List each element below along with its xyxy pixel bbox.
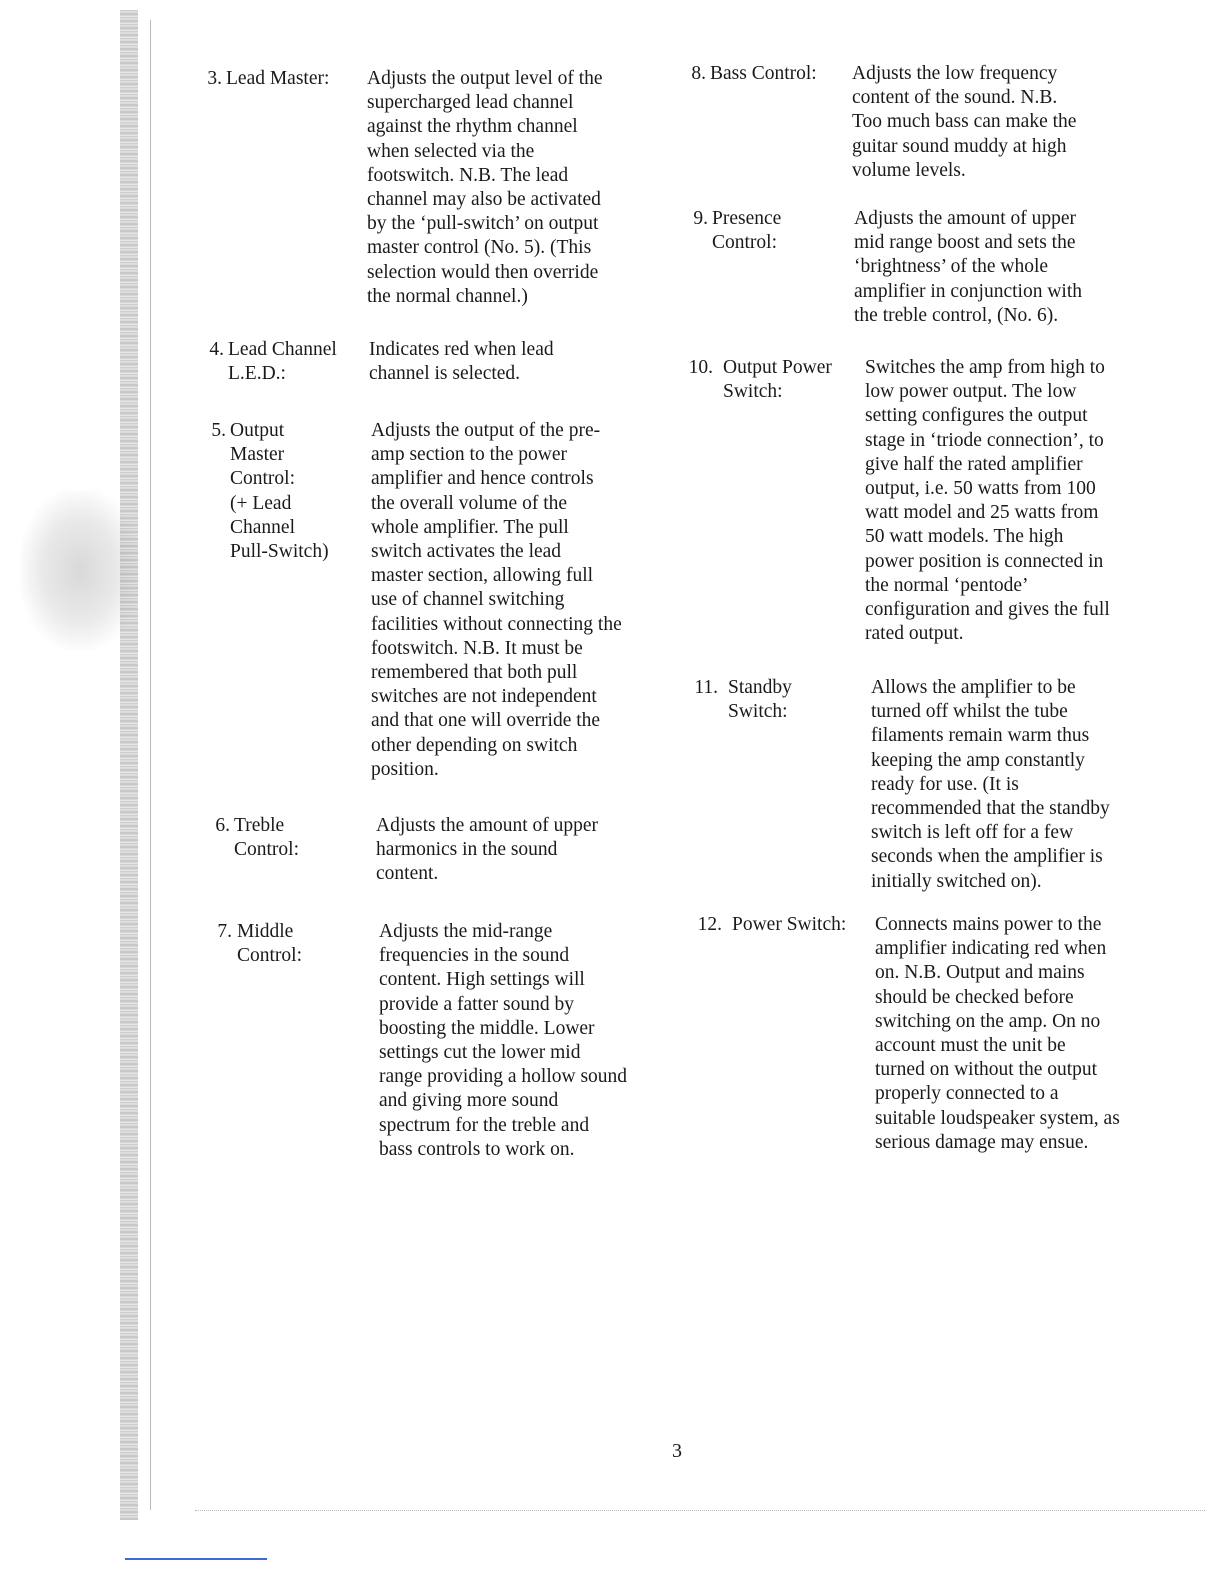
entry-term: Lead Channel L.E.D.: [228, 339, 337, 385]
entry-term: Lead Master: [226, 68, 330, 89]
entry-description: Switches the amp from high to low power output. The low setting configures the output stage in ‘triode connection’, to give half the rated amplifier output, i.e. 50 watts from 100 watt model and 25 watts from 50 watt models. The high power position is connected in the normal ‘pentode’ configuration and gives the full rated output. [865, 357, 1110, 645]
entry-term: Bass Control: [710, 63, 817, 84]
entry-term: Middle Control: [237, 921, 303, 967]
entry-term: Presence Control: [712, 208, 782, 254]
entry-number: 5. [211, 420, 226, 441]
entry-description: Adjusts the amount of upper harmonics in the sound content. [376, 815, 599, 885]
entry-term: Power Switch: [732, 914, 847, 935]
binding-edge-shadow [120, 10, 138, 1520]
entry-number: 6. [215, 815, 230, 836]
bottom-scan-line [195, 1510, 1205, 1511]
entry-term: Output Master Control: (+ Lead Channel Pull-Switch) [230, 420, 329, 563]
entry-description: Adjusts the low frequency content of the sound. N.B. Too much bass can make the guitar sound muddy at high volume levels. [852, 63, 1077, 181]
binding-line [150, 20, 151, 1510]
entry-term: Output Power Switch: [723, 357, 832, 403]
entry-number: 12. [697, 914, 722, 935]
entry-number: 9. [693, 208, 708, 229]
entry-description: Allows the amplifier to be turned off whilst the tube filaments remain warm thus keeping the amp constantly ready for use. (It is recommended that the standby switch is left off for a few seconds when the amplifier is initially switched on). [871, 677, 1110, 892]
entry-description: Adjusts the amount of upper mid range boost and sets the ‘brightness’ of the whole amplifier in conjunction with the treble control, (No. 6). [854, 208, 1082, 326]
entry-number: 4. [209, 339, 224, 360]
entry-term: Standby Switch: [728, 677, 792, 723]
entry-number: 10. [688, 357, 713, 378]
entry-term: Treble Control: [234, 815, 300, 861]
blue-underline [125, 1558, 267, 1560]
entry-number: 11. [694, 677, 718, 698]
entry-description: Connects mains power to the amplifier indicating red when on. N.B. Output and mains should be checked before switching on the amp. On no account must the unit be turned on without the output properly connected to a suitable loudspeaker system, as serious damage may ensue. [875, 914, 1120, 1153]
entry-number: 7. [217, 921, 232, 942]
entry-description: Adjusts the mid-range frequencies in the sound content. High settings will provide a fatter sound by boosting the middle. Lower settings cut the lower mid range providing a hollow sound and giving more sound spectrum for the treble and bass controls to work on. [379, 921, 628, 1160]
entry-number: 8. [691, 63, 706, 84]
entry-description: Adjusts the output of the pre- amp section to the power amplifier and hence controls the overall volume of the whole amplifier. The pull switch activates the lead master section, allowing full use of channel switching facilities without connecting the footswitch. N.B. It must be remembered that both pull switches are not independent and that one will override the other depending on switch position. [371, 420, 622, 780]
entry-number: 3. [207, 68, 222, 89]
page-number: 3 [672, 1440, 682, 1462]
entry-description: Adjusts the output level of the supercharged lead channel against the rhythm channel when selected via the footswitch. N.B. The lead channel may also be activated by the ‘pull-switch’ on output master control (No. 5). (This selection would then override the normal channel.) [367, 68, 603, 307]
entry-description: Indicates red when lead channel is selected. [369, 339, 554, 385]
